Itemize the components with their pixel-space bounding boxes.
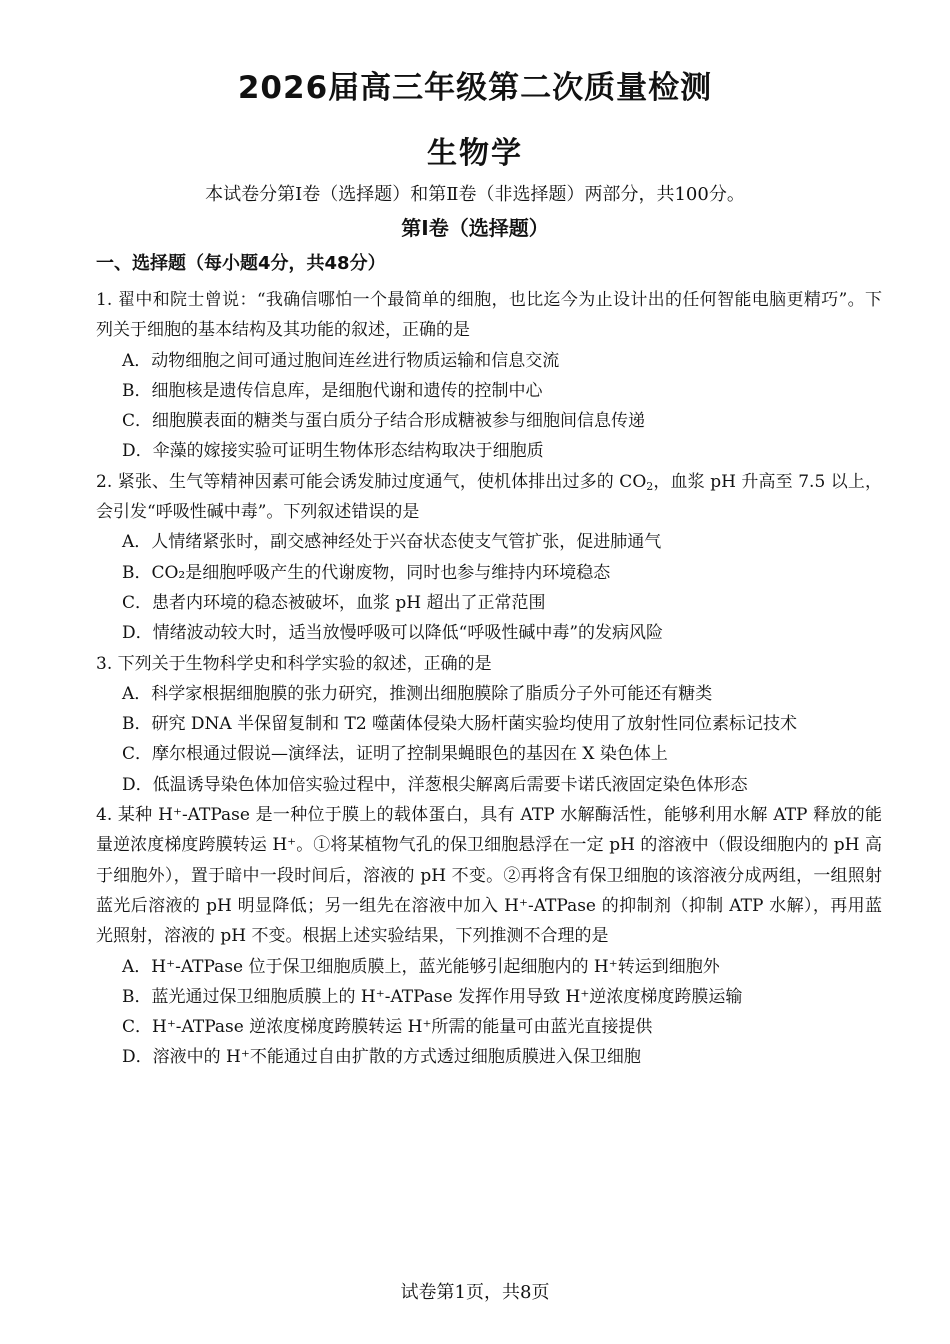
question-list xyxy=(96,285,882,1073)
option-b: B．CO₂是细胞呼吸产生的代谢废物，同时也参与维持内环境稳态 xyxy=(122,562,611,583)
question-stem-part: 2. 紧张、生气等精神因素可能会诱发肺过度通气，使机体排出过多的 CO xyxy=(96,471,647,492)
option-a: A．科学家根据细胞膜的张力研究，推测出细胞膜除了脂质分子外可能还有糖类 xyxy=(122,683,713,704)
section-title: 第Ⅰ卷（选择题） xyxy=(401,216,549,240)
option-b: B．研究 DNA 半保留复制和 T2 噬菌体侵染大肠杆菌实验均使用了放射性同位素标记技术 xyxy=(122,714,798,735)
question-1 xyxy=(96,285,882,467)
question-stem-part: ，血浆 pH 升高至 7.5 以上，会引发“呼吸性碱中毒”。下列叙述错误的是 xyxy=(96,471,882,523)
option-a: A．动物细胞之间可通过胞间连丝进行物质运输和信息交流 xyxy=(122,350,560,371)
question-4 xyxy=(96,800,882,1073)
option-d: D．情绪波动较大时，适当放慢呼吸可以降低“呼吸性碱中毒”的发病风险 xyxy=(122,623,664,644)
question-2 xyxy=(96,467,882,649)
option-b: B．蓝光通过保卫细胞质膜上的 H⁺-ATPase 发挥作用导致 H⁺逆浓度梯度跨膜运输 xyxy=(122,986,743,1007)
subject-title: 生物学 xyxy=(427,136,523,171)
option-d: D．溶液中的 H⁺不能通过自由扩散的方式透过细胞质膜进入保卫细胞 xyxy=(122,1047,641,1068)
option-d: D．低温诱导染色体加倍实验过程中，洋葱根尖解离后需要卡诺氏液固定染色体形态 xyxy=(122,774,748,795)
option-a: A．人情绪紧张时，副交感神经处于兴奋状态使支气管扩张，促进肺通气 xyxy=(122,532,662,553)
question-stem xyxy=(96,467,882,528)
exam-intro: 本试卷分第Ⅰ卷（选择题）和第Ⅱ卷（非选择题）两部分，共100分。 xyxy=(205,184,745,205)
option-d: D．伞藻的嫁接实验可证明生物体形态结构取决于细胞质 xyxy=(122,441,544,462)
part-heading: 一、选择题（每小题4分，共48分） xyxy=(96,253,386,274)
option-c: C．H⁺-ATPase 逆浓度梯度跨膜转运 H⁺所需的能量可由蓝光直接提供 xyxy=(122,1017,653,1038)
question-stem: 3. 下列关于生物科学史和科学实验的叙述，正确的是 xyxy=(96,653,492,674)
question-stem: 4. 某种 H⁺-ATPase 是一种位于膜上的载体蛋白，具有 ATP 水解酶活性，能够利用水解 ATP 释放的能量逆浓度梯度跨膜转运 H⁺。①将某植物气孔的保卫细胞悬浮在一定 pH 的溶液中（假设细胞内的 pH 高于细胞外），置于暗中一段时间后，溶液的 pH 不变。②再将含有保卫细胞的该溶液分成两组，一组照射蓝光后溶液的 pH 明显降低；另一组先在溶液中加入 H⁺-ATPase 的抑制剂（抑制 ATP 水解），再用蓝光照射，溶液的 pH 不变。根据上述实验结果，下列推测不合理的是 xyxy=(96,805,882,947)
question-stem: 1. 翟中和院士曾说：“我确信哪怕一个最简单的细胞，也比迄今为止设计出的任何智能电脑更精巧”。下列关于细胞的基本结构及其功能的叙述，正确的是 xyxy=(96,290,882,341)
subscript: 2 xyxy=(646,479,654,493)
option-b: B．细胞核是遗传信息库，是细胞代谢和遗传的控制中心 xyxy=(122,380,543,401)
option-c: C．摩尔根通过假说—演绎法，证明了控制果蝇眼色的基因在 X 染色体上 xyxy=(122,744,668,765)
exam-title: 2026届高三年级第二次质量检测 xyxy=(237,70,713,106)
option-c: C．细胞膜表面的糖类与蛋白质分子结合形成糖被参与细胞间信息传递 xyxy=(122,411,646,432)
page-footer: 试卷第1页，共8页 xyxy=(400,1282,550,1303)
option-c: C．患者内环境的稳态被破坏，血浆 pH 超出了正常范围 xyxy=(122,592,546,613)
question-3 xyxy=(96,649,882,800)
option-a: A．H⁺-ATPase 位于保卫细胞质膜上，蓝光能够引起细胞内的 H⁺转运到细胞外 xyxy=(122,956,720,977)
